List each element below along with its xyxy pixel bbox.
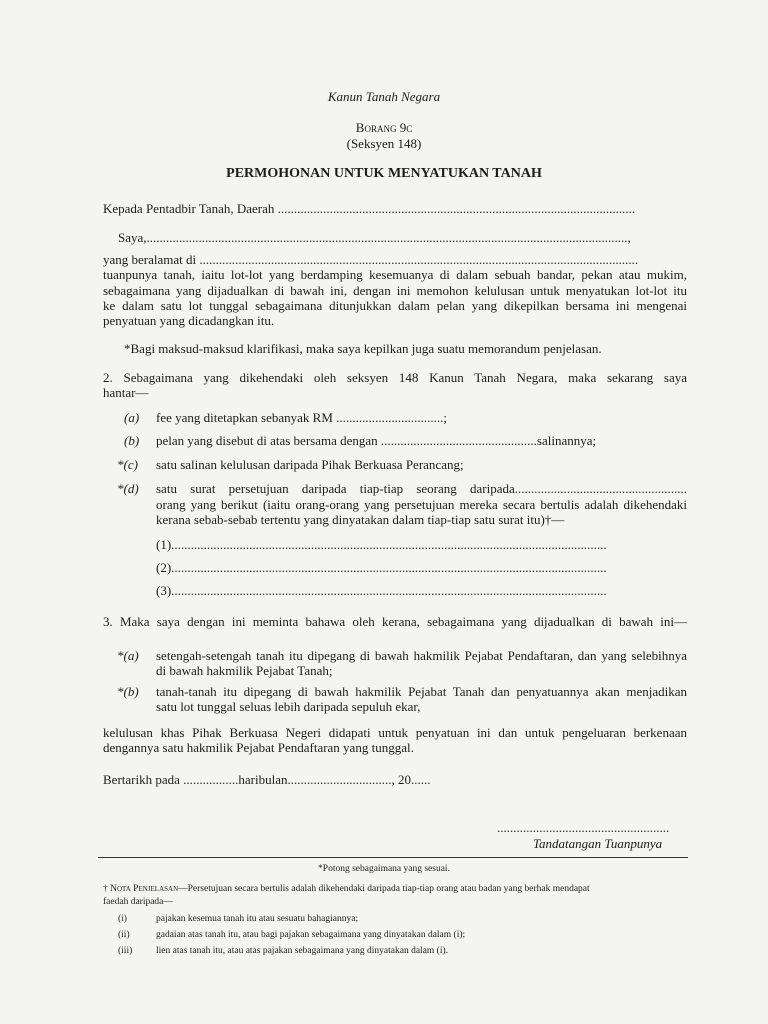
item-d-line: orang yang berikut (iaitu orang-orang yang persetujuan mereka secara bertulis adalah dikehendaki: [156, 496, 687, 512]
footnote-item-ii-label: (ii): [118, 930, 130, 940]
application-paragraph: [103, 267, 687, 314]
form-number: Borang 9c: [355, 120, 413, 135]
item-b-label: (b): [124, 433, 140, 448]
paragraph-line: tuanpunya tanah, iaitu lot-lot yang berdamping kesemuanya di dalam sebuah bandar, pekan atau mukim,: [103, 267, 687, 282]
administrator-line: Kepada Pentadbir Tanah, Daerah ..............................................................................................................: [103, 201, 636, 216]
paragraph-last-line: penyatuan yang dicadangkan itu.: [103, 313, 275, 328]
section-3-item-b-label: *(b): [117, 684, 139, 699]
item-c-approval: satu salinan kelulusan daripada Pihak Berkuasa Perancang;: [156, 457, 464, 472]
item-d-label: *(d): [117, 481, 139, 496]
date-line: Bertarikh pada .................haribulan................................, 20......: [103, 772, 431, 787]
consent-party-2: (2)......................................................................................................................................: [156, 560, 607, 575]
consent-party-3: (3)......................................................................................................................................: [156, 583, 607, 598]
footnote-item-iii-label: (iii): [118, 946, 133, 956]
section-2-line: 2. Sebagaimana yang dikehendaki oleh seksyen 148 Kanun Tanah Negara, maka sekarang saya: [103, 370, 687, 385]
item-d-last-line: kerana sebab-sebab tertentu yang dinyatakan dalam tiap-tiap satu surat itu)†—: [156, 512, 565, 527]
item-a-fee: fee yang ditetapkan sebanyak RM .................................;: [156, 410, 447, 425]
form-title: PERMOHONAN UNTUK MENYATUKAN TANAH: [226, 166, 542, 181]
signature-dots: .....................................................: [497, 820, 670, 835]
closing-line-1: kelulusan khas Pihak Berkuasa Negeri didapati untuk penyatuan ini dan untuk pengeluaran berkenaan: [103, 725, 687, 740]
closing-line-2: dengannya satu hakmilik Pejabat Pendaftaran yang tunggal.: [103, 740, 414, 755]
item-a-label: (a): [124, 410, 140, 425]
address-line: yang beralamat di .......................................................................................................................................: [103, 252, 639, 267]
footnote-item-i-label: (i): [118, 914, 127, 924]
explanatory-note-line-2: faedah daripada—: [103, 897, 173, 907]
item-b-plan: pelan yang disebut di atas bersama dengan ................................................salinannya;: [156, 433, 597, 448]
footnote-item-ii: gadaian atas tanah itu, atau bagi pajakan sebagaimana yang dinyatakan dalam (i);: [156, 930, 466, 940]
footnote-divider: [98, 857, 688, 858]
strike-out-note: *Potong sebagaimana yang sesuai.: [318, 864, 450, 874]
paragraph-line: ke dalam satu lot tunggal sebagaimana ditunjukkan dalam pelan yang dikepilkan bersama ini mengenai: [103, 298, 687, 313]
section-3-item-b-line-1: tanah-tanah itu dipegang di bawah hakmilik Pejabat Tanah dan penyatuannya akan menjadikan: [156, 684, 687, 699]
footnote-item-i: pajakan kesemua tanah itu atau sesuatu bahagiannya;: [156, 914, 359, 924]
footnote-item-iii: lien atas tanah itu, atau atas pajakan sebagaimana yang dinyatakan dalam (i).: [156, 946, 449, 956]
signature-label: Tandatangan Tuanpunya: [533, 836, 663, 851]
consent-party-1: (1)......................................................................................................................................: [156, 537, 607, 552]
act-title: Kanun Tanah Negara: [327, 89, 441, 104]
section-3-line: 3. Maka saya dengan ini meminta bahawa oleh kerana, sebagaimana yang dijadualkan di bawah ini—: [103, 614, 687, 629]
section-reference: (Seksyen 148): [346, 136, 422, 151]
section-3-item-a-line-2: di bawah hakmilik Pejabat Tanah;: [156, 663, 333, 678]
section-3-item-a-line-1: setengah-setengah tanah itu dipegang di bawah hakmilik Pejabat Pendaftaran, dan yang selebihnya: [156, 648, 687, 663]
item-d-consent: [156, 481, 687, 512]
section-3-item-b-line-2: satu lot tunggal seluas lebih daripada sepuluh ekar,: [156, 699, 421, 714]
section-2-line-2: hantar—: [103, 385, 149, 400]
explanatory-note-line-1: [103, 884, 590, 894]
section-3-item-a-label: *(a): [117, 648, 139, 663]
explanatory-note-text: —Persetujuan secara bertulis adalah dikehendaki daripada tiap-tiap orang atau badan yang berhak mendapat: [178, 884, 590, 894]
memorandum-note: *Bagi maksud-maksud klarifikasi, maka saya kepilkan juga suatu memorandum penjelasan.: [124, 341, 602, 356]
applicant-name-line: Saya,....................................................................................................................................................,: [118, 230, 631, 245]
explanatory-note-heading: † Nota Penjelasan: [103, 884, 179, 894]
paragraph-line: sebagaimana yang dijadualkan di bawah ini, dengan ini memohon kelulusan untuk menyatukan lot-lot itu: [103, 282, 687, 298]
item-d-line: satu surat persetujuan daripada tiap-tiap seorang daripada.....................................................: [156, 481, 687, 496]
item-c-label: *(c): [117, 457, 138, 472]
